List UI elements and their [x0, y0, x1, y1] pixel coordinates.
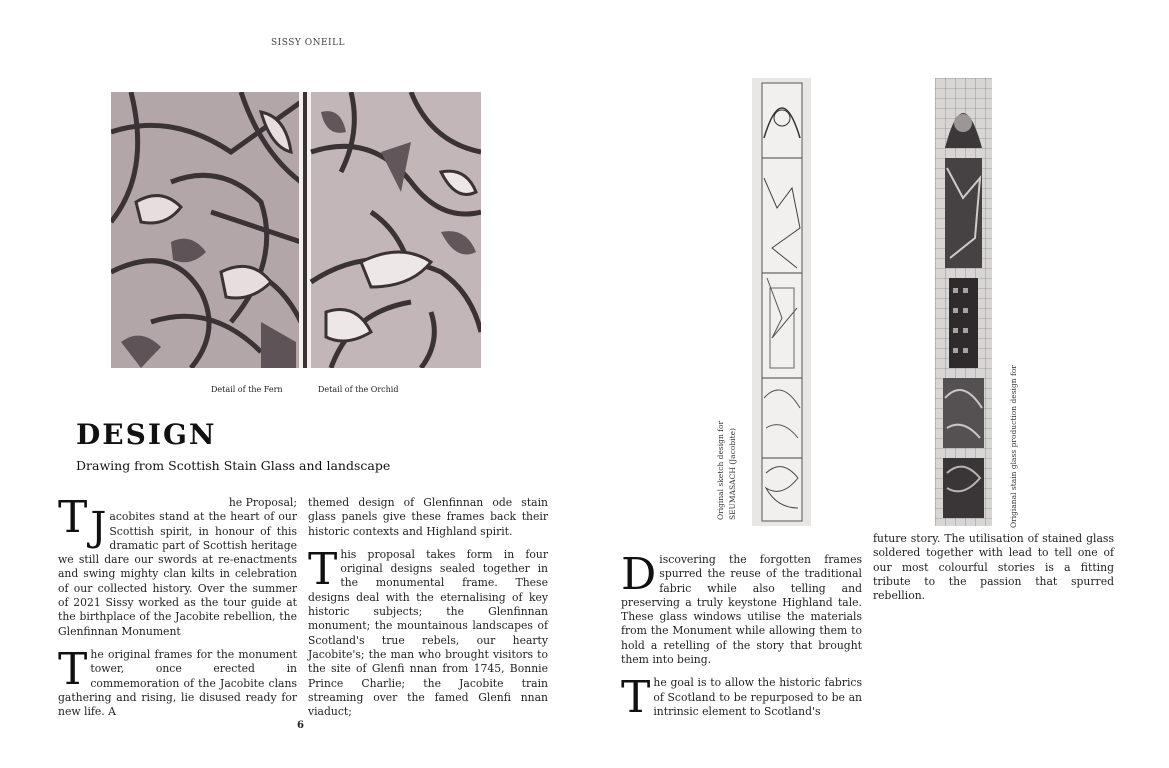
caption-orchid: Detail of the Orchid: [318, 385, 399, 394]
paragraph-text: acobites stand at the heart of our Scottish spirit, in honour of this dramatic part of Scottish heritage we still dare our swords at re-enactments and swing mighty clan kilts in celebration of our collected history. Over the summer of 2021 Sissy worked as the tour guide at the birthplace of the Jacobite rebellion, the Glenfinnan Monument: [58, 510, 297, 638]
production-illustration: [935, 78, 992, 526]
stained-glass-detail-photo: [111, 92, 481, 368]
section-subtitle: Drawing from Scottish Stain Glass and landscape: [76, 458, 391, 473]
drop-cap: T: [621, 672, 651, 724]
paragraph-text: themed design of Glenfinnan ode stain glass panels give these frames back their historic contexts and Highland spirit.: [308, 496, 548, 538]
caption-fern: Detail of the Fern: [211, 385, 283, 394]
sketch-design-image: [752, 78, 811, 526]
drop-cap: T: [308, 543, 338, 595]
drop-cap: T: [58, 643, 88, 695]
right-column-1: [621, 549, 862, 728]
paragraph-text: his proposal takes form in four original designs sealed together in the monumental frame. These designs deal with the eternalising of key historic subjects; the Glenfinnan monument; the mountainous landscapes of Scotland's true rebels, our hearty Jacobite's; the man who brought visitors to the site of Glenfi nnan from 1745, Bonnie Prince Charlie; the Jacobite train streaming over the famed Glenfi nnan viaduct;: [308, 547, 548, 719]
sketch-caption-line2: SEUMASACH (Jacobite): [728, 428, 737, 520]
left-column-2: [308, 496, 548, 728]
right-column-2: [873, 532, 1114, 612]
page-number: 6: [297, 720, 304, 731]
paragraph-proposal: [58, 492, 297, 639]
paragraph-goal: [621, 672, 862, 724]
production-caption: Origianal stain glass production design for: [1009, 365, 1018, 528]
stained-glass-illustration: [111, 92, 481, 368]
paragraph-four-designs: [308, 543, 548, 720]
sketch-caption-line1: Original sketch design for: [716, 420, 725, 520]
paragraph-text: he original frames for the monument tower, once erected in commemoration of the Jacobite clans gathering and rising, lie disused ready for new life. A: [58, 647, 297, 719]
drop-cap-secondary: J: [90, 504, 107, 551]
paragraph-text: he goal is to allow the historic fabrics of Scotland to be repurposed to be an intrinsic element to Scotland's: [653, 676, 862, 718]
production-design-image: [935, 78, 992, 526]
paragraph-future-story: [873, 532, 1114, 603]
paragraph-text: iscovering the forgotten frames spurred the reuse of the traditional fabric while also telling and preserving a truly keystone Highland tale. These glass windows utilise the materials from the Monument while allowing them to hold a retelling of the story that brought them into being.: [621, 553, 862, 667]
sketch-illustration: [752, 78, 811, 526]
running-header: SISSY ONEILL: [271, 38, 346, 48]
paragraph-discovering: [621, 549, 862, 667]
paragraph-text: future story. The utilisation of stained glass soldered together with lead to tell one of our most colourful stories is a fitting tribute to the passion that spurred rebellion.: [873, 532, 1114, 603]
drop-cap: D: [621, 549, 657, 600]
paragraph-themed-design: [308, 496, 548, 539]
drop-cap: T: [58, 492, 88, 543]
paragraph-frames: [58, 643, 297, 719]
left-column-1: [58, 492, 297, 728]
proposal-lead: he Proposal;: [228, 496, 297, 509]
section-title: DESIGN: [76, 418, 217, 451]
